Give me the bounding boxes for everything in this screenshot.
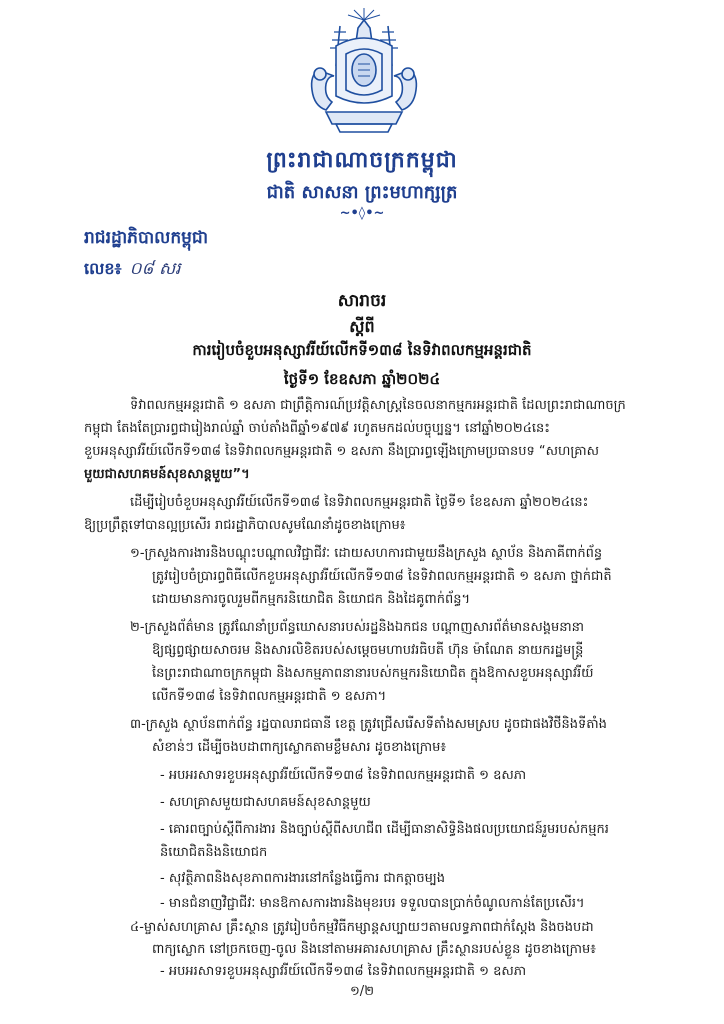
- item-1-line: ដោយមានការចូលរួមពីកម្មករនិយោជិត និយោជក និងដៃគូពាក់ព័ន្ធ។: [152, 592, 471, 607]
- item-1-line: ត្រូវរៀបចំប្រារព្ធពិធីលើកខួបអនុស្សាវរីយ៍លើកទី១៣៨ នៃទិវាពលកម្មអន្តរជាតិ ១ ឧសភា ថ្នាក់ជាតិ: [152, 569, 612, 584]
- paragraph-1-line: ទិវាពលកម្មអន្តរជាតិ ១ ឧសភា ជាព្រឹត្តិការណ៍ប្រវត្តិសាស្ត្រនៃចលនាកម្មករអន្តរជាតិ ដែលព្រះរាជាណាចក្រ: [130, 398, 626, 413]
- reference-label: លេខ៖: [84, 259, 122, 278]
- document-type: សារាចរ: [337, 291, 387, 311]
- document-date: ថ្ងៃទី១ ខែឧសភា ឆ្នាំ២០២៤: [283, 370, 441, 388]
- royal-arms-emblem-icon: [296, 6, 432, 138]
- item-3-bullet: - សុវត្ថិភាពនិងសុខភាពការងារនៅកន្លែងធ្វើការ ជាកត្តាចម្បង: [160, 871, 446, 886]
- paragraph-2-line: ដើម្បីរៀបចំខួបអនុស្សាវរីយ៍លើកទី១៣៨ នៃទិវាពលកម្មអន្តរជាតិ ថ្ងៃទី១ ខែឧសភា ឆ្នាំ២០២៤នេះ: [130, 495, 589, 510]
- item-2-line: ឱ្យផ្សព្វផ្សាយសាចរម និងសារលិខិតរបស់សម្តេចមហាបវរធិបតី ហ៊ុន ម៉ាណែត នាយករដ្ឋមន្ត្រី: [152, 643, 584, 658]
- page-number: ១/២: [349, 984, 375, 999]
- paragraph-1-line: មួយជាសហគមន៍សុខសាន្តមួយ”។: [84, 467, 250, 482]
- item-3-line: សំខាន់ៗ ដើម្បីចងបដាពាក្យស្លោកតាមខ្លឹមសារ ដូចខាងក្រោម៖: [152, 740, 447, 755]
- item-3-line: ៣-ក្រសួង ស្ថាប័នពាក់ព័ន្ធ រដ្ឋបាលរាជធានី ខេត្ត ត្រូវជ្រើសរើសទីតាំងសមស្រប ដូចជាផងវិថីនិងទីតាំង: [130, 717, 607, 732]
- document-about: ស្តីពី: [349, 317, 375, 336]
- item-3-bullet: - គោរពច្បាប់ស្តីពីការងារ និងច្បាប់ស្តីពីសហជីព ដើម្បីធានាសិទ្ធិនិងផលប្រយោជន៍រួមរបស់កម្មករ: [160, 822, 609, 837]
- item-2-line: នៃព្រះរាជាណាចក្រកម្ពុជា និងសកម្មភាពនានារបស់កម្មករនិយោជិត ក្នុងឱកាសខួបអនុស្សាវរីយ៍: [152, 666, 594, 681]
- item-1-line: ១-ក្រសួងការងារនិងបណ្តុះបណ្តាលវិជ្ជាជីវៈ ដោយសហការជាមួយនឹងក្រសួង ស្ថាប័ន និងភាគីពាក់ព័ន្ធ: [130, 546, 603, 561]
- item-4-line: ពាក្យស្លោក នៅច្រកចេញ-ចូល និងនៅតាមអគារសហគ្រាស គ្រឹះស្ថានរបស់ខ្លួន ដូចខាងក្រោម៖: [152, 942, 596, 957]
- document-subject: ការរៀបចំខួបអនុស្សាវរីយ៍លើកទី១៣៨ នៃទិវាពលកម្មអន្តរជាតិ: [192, 341, 532, 359]
- paragraph-2-line: ឱ្យប្រព្រឹត្តទៅបានល្អប្រសើរ រាជរដ្ឋាភិបាលសូមណែនាំដូចខាងក្រោម៖: [84, 518, 406, 533]
- item-4-bullet: - អបអរសាទរខួបអនុស្សាវរីយ៍លើកទី១៣៨ នៃទិវាពលកម្មអន្តរជាតិ ១ ឧសភា: [160, 964, 527, 979]
- reference-number: ០៨ សរ: [129, 259, 181, 279]
- item-3-bullet: - សហគ្រាសមួយជាសហគមន៍សុខសាន្តមួយ: [160, 795, 371, 810]
- paragraph-1-line: ខួបអនុស្សាវរីយ៍លើកទី១៣៨ នៃទិវាពលកម្មអន្តរជាតិ ១ ឧសភា នឹងប្រារព្ធឡើងក្រោមប្រធានបទ “សហគ្រាស: [84, 444, 600, 459]
- item-3-bullet: - មានជំនាញវិជ្ជាជីវៈ មានឱកាសការងារនិងមុខរបរ ទទួលបានប្រាក់ចំណូលកាន់តែប្រសើរ។: [160, 896, 585, 911]
- paragraph-1-line: កម្ពុជា តែងតែប្រារព្ធជារៀងរាល់ឆ្នាំ ចាប់តាំងពីឆ្នាំ១៩៧៩ រហូតមកដល់បច្ចុប្បន្ន។ នៅឆ្នាំ២០២៤នេះ: [84, 421, 551, 436]
- item-3-bullet: និយោជិតនិងនិយោជក: [160, 845, 268, 860]
- item-3-bullet: - អបអរសាទរខួបអនុស្សាវរីយ៍លើកទី១៣៨ នៃទិវាពលកម្មអន្តរជាតិ ១ ឧសភា: [160, 768, 527, 783]
- reference-line: [84, 258, 181, 283]
- issuing-government: រាជរដ្ឋាភិបាលកម្ពុជា: [84, 228, 209, 248]
- item-2-line: ២-ក្រសួងព័ត៌មាន ត្រូវណែនាំប្រព័ន្ធឃោសនារបស់រដ្ឋនិងឯកជន បណ្តាញសារព័ត៌មានសង្គមនានា: [130, 620, 584, 635]
- ornament-divider: ~•◊•~: [339, 206, 385, 221]
- item-4-line: ៤-ម្ចាស់សហគ្រាស គ្រឹះស្ថាន ត្រូវរៀបចំកម្មវិធីកម្សាន្តសប្បាយៗតាមលទ្ធភាពជាក់ស្តែង និងចងបដា: [130, 920, 594, 935]
- kingdom-name: ព្រះរាជាណាចក្រកម្ពុជា: [266, 148, 458, 173]
- item-2-line: លើកទី១៣៨ នៃទិវាពលកម្មអន្តរជាតិ ១ ឧសភា។: [152, 689, 387, 704]
- national-motto: ជាតិ សាសនា ព្រះមហាក្សត្រ: [266, 182, 458, 203]
